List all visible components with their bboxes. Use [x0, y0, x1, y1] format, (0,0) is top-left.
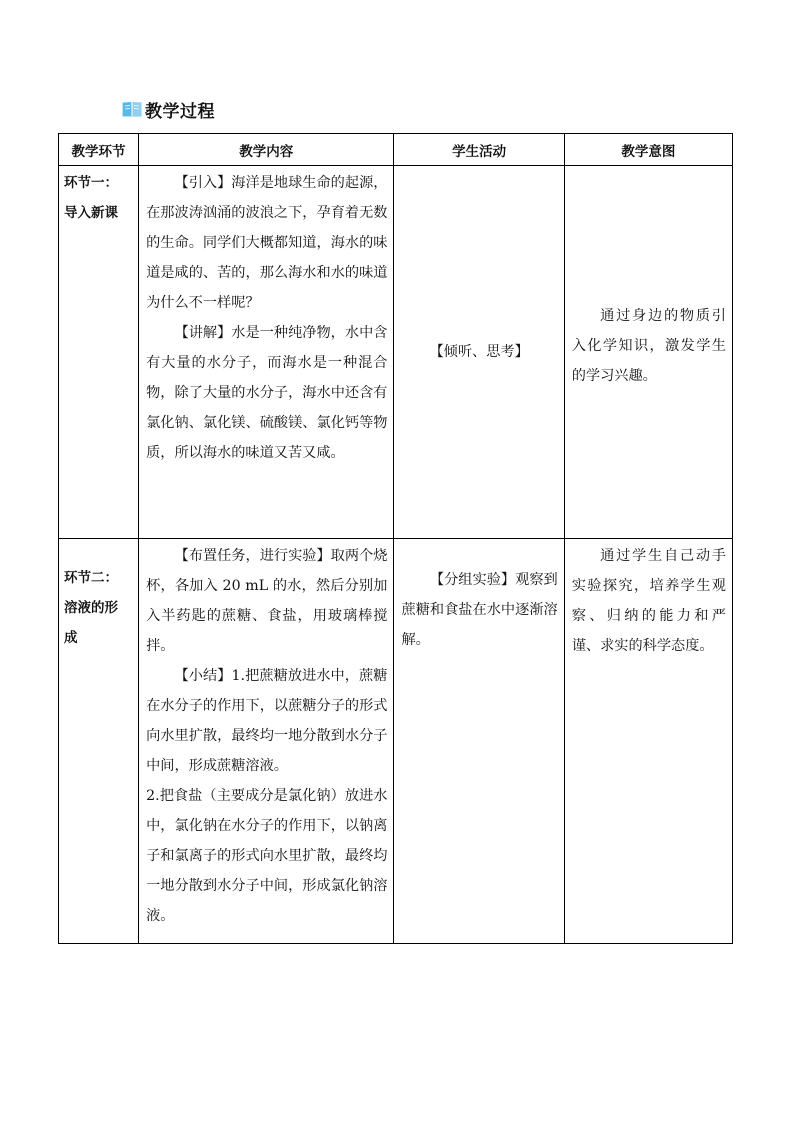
stage-label: 环节二： 溶液的形 成 [64, 570, 118, 646]
stage-cell [59, 166, 139, 539]
table-header-row [59, 134, 733, 166]
intent-text: 通过身边的物质引入化学知识，激发学生的学习兴趣。 [571, 308, 726, 384]
activity-cell [394, 166, 564, 539]
intent-cell [564, 166, 732, 539]
content-paragraph: 2.把食盐（主要成分是氯化钠）放进水中，氯化钠在水分子的作用下，以钠离子和氯离子的形式向水里扩散，最终均一地分散到水分子中间，形成氯化钠溶液。 [146, 788, 388, 924]
book-icon [121, 99, 143, 119]
lesson-process-table [58, 133, 733, 944]
section-heading [121, 96, 215, 122]
content-cell [139, 166, 394, 539]
activity-cell [394, 539, 564, 944]
content-paragraph: 【讲解】水是一种纯净物，水中含有大量的水分子，而海水是一种混合物，除了大量的水分子，海水中还含有氯化钠、氯化镁、硫酸镁、氯化钙等物质，所以海水的味道又苦又咸。 [146, 325, 388, 461]
header-content: 教学内容 [139, 134, 394, 166]
stage-label: 环节一： 导入新课 [64, 175, 118, 221]
table-row [59, 539, 733, 944]
stage-cell [59, 539, 139, 944]
intent-text: 通过学生自己动手实验探究，培养学生观察、归纳的能力和严谨、求实的科学态度。 [571, 548, 726, 654]
content-paragraph: 【小结】1.把蔗糖放进水中，蔗糖在水分子的作用下，以蔗糖分子的形式向水里扩散，最终均一地分散到水分子中间，形成蔗糖溶液。 [146, 668, 388, 774]
content-cell [139, 539, 394, 944]
header-intent: 教学意图 [564, 134, 732, 166]
content-paragraph: 【布置任务，进行实验】取两个烧杯，各加入 20 mL 的水，然后分别加入半药匙的蔗糖、食盐，用玻璃棒搅拌。 [146, 548, 388, 654]
intent-cell [564, 539, 732, 944]
activity-text: 【倾听、思考】 [429, 344, 529, 360]
activity-text: 【分组实验】观察到蔗糖和食盐在水中逐渐溶解。 [401, 572, 558, 648]
table-row [59, 166, 733, 539]
section-title: 教学过程 [145, 101, 215, 122]
header-activity: 学生活动 [394, 134, 564, 166]
header-stage: 教学环节 [59, 134, 139, 166]
content-paragraph: 【引入】海洋是地球生命的起源，在那波涛汹涌的波浪之下，孕育着无数的生命。同学们大概都知道，海水的味道是咸的、苦的，那么海水和水的味道为什么不一样呢？ [146, 175, 388, 311]
